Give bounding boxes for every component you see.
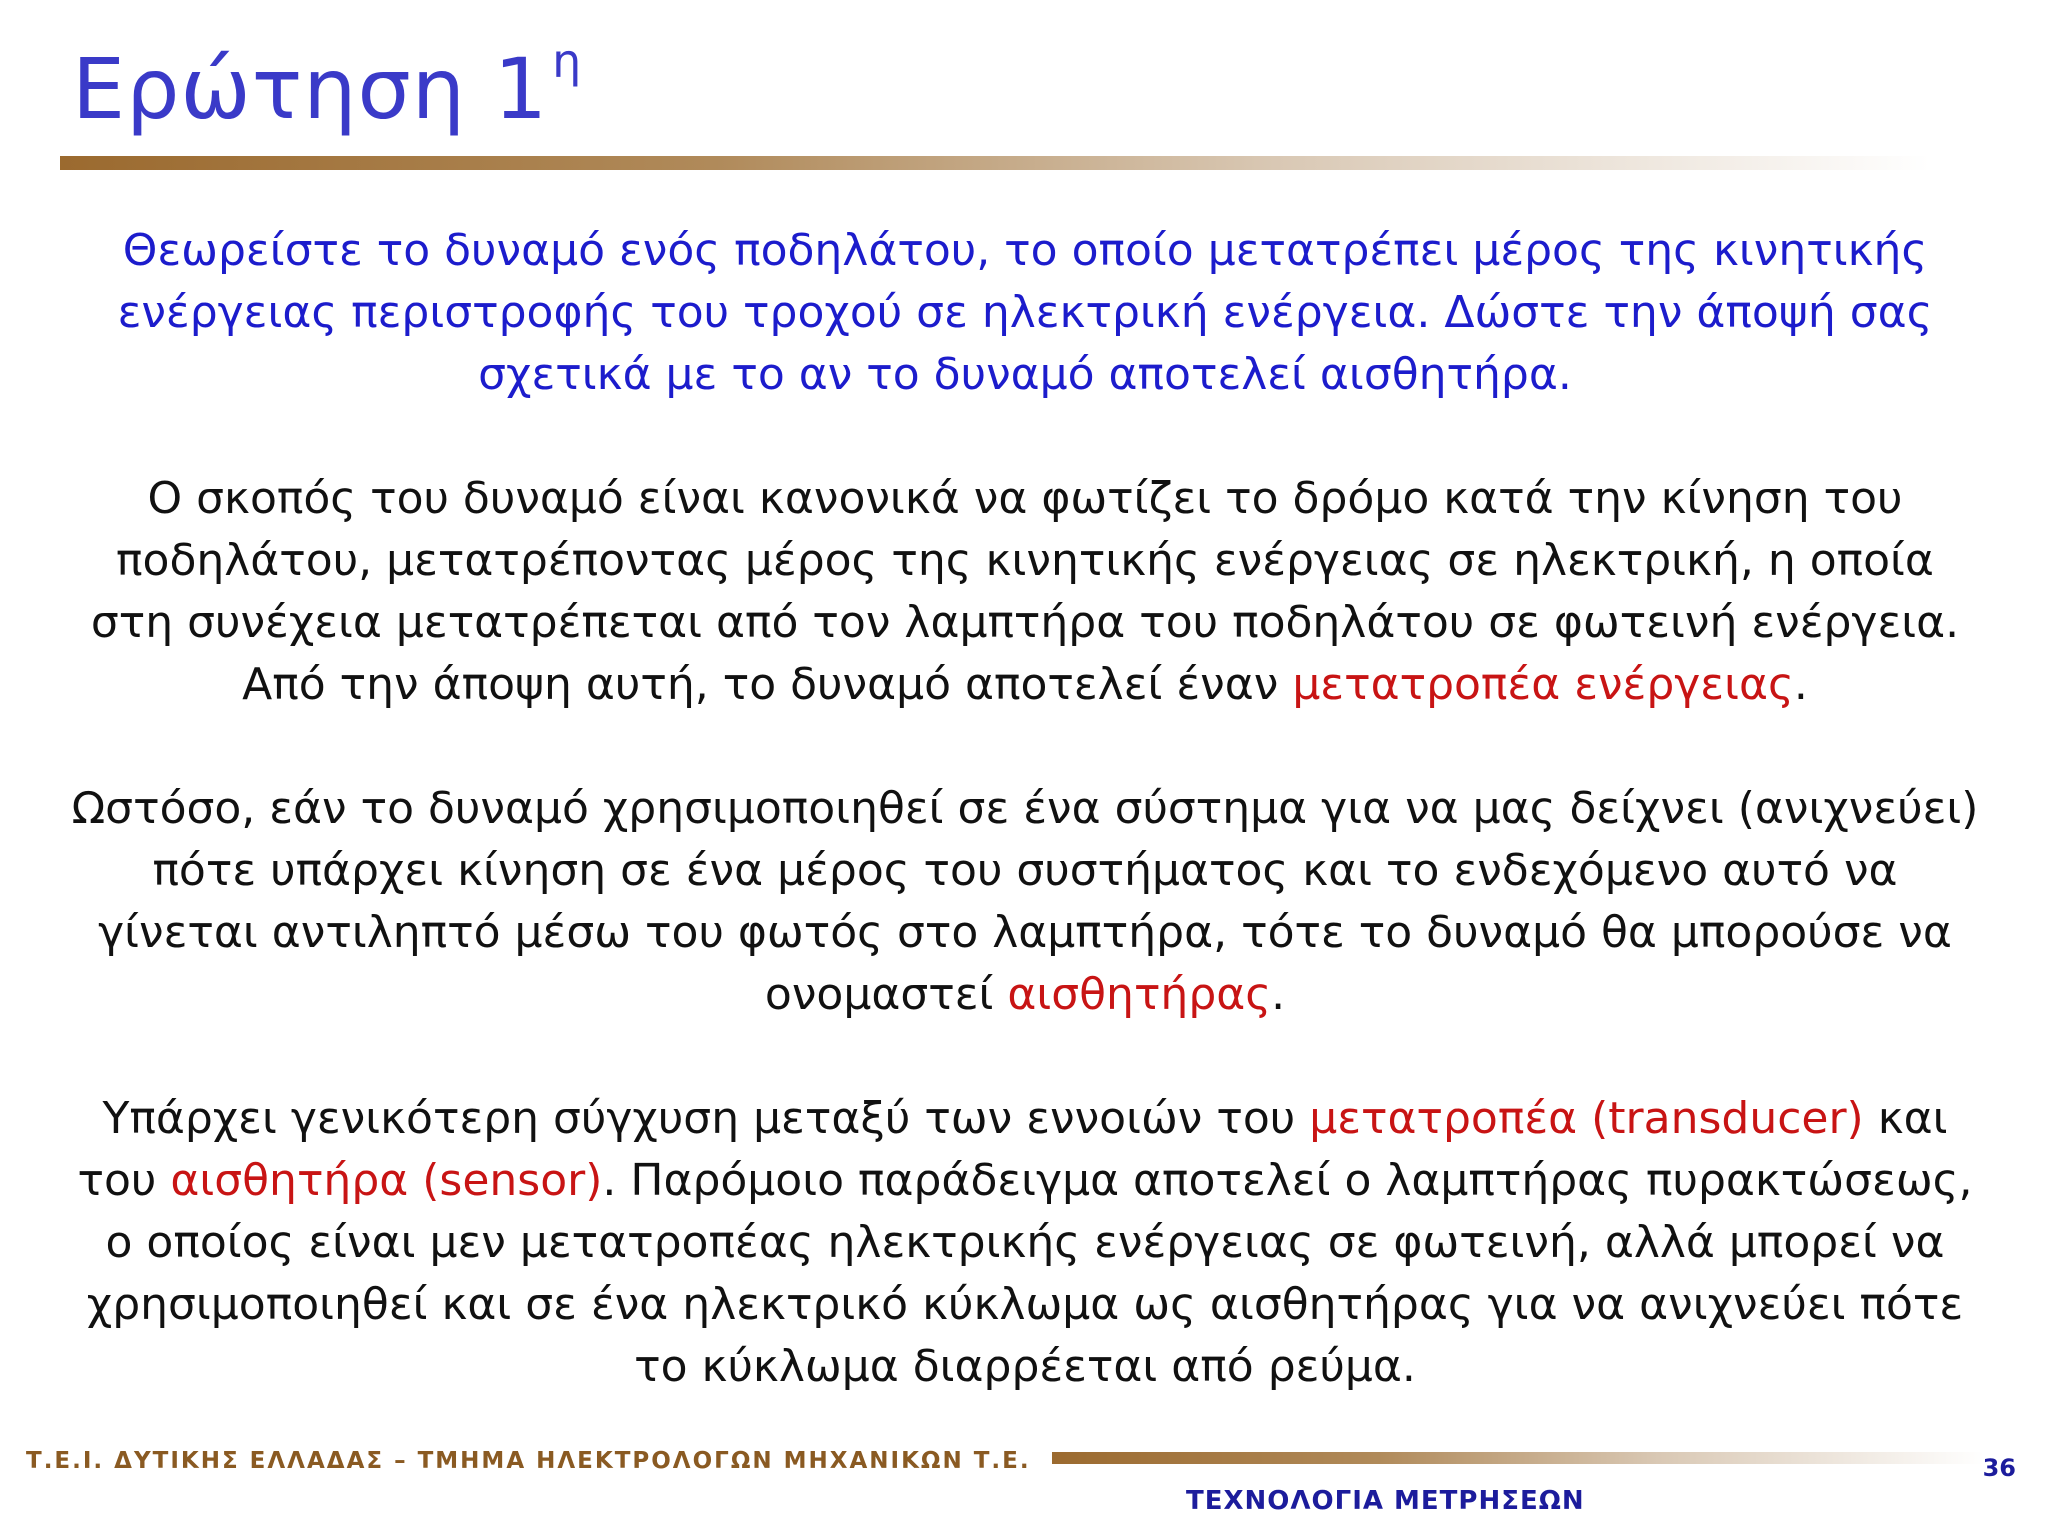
answer-paragraph-1 xyxy=(70,468,1980,716)
footer-course: ΤΕΧΝΟΛΟΓΙΑ ΜΕΤΡΗΣΕΩΝ xyxy=(1186,1486,1585,1516)
slide-title-text: Ερώτηση 1 xyxy=(72,40,549,138)
answer-1-text: Ο σκοπός του δυναμό είναι κανονικά να φωτίζει το δρόμο κατά την κίνηση του ποδηλάτου, μετατρέποντας μέρος της κινητικής ενέργειας σε ηλεκτρική, η οποία στη συνέχεια μετατρέπεται από τον λαμπτήρα του ποδηλάτου σε φωτεινή ενέργεια. Από την άποψη αυτή, το δυναμό αποτελεί έναν xyxy=(90,473,1960,710)
title-divider xyxy=(60,156,1930,170)
answer-3-text-b: και του xyxy=(77,1093,1948,1206)
footer-divider xyxy=(1052,1452,1984,1464)
slide-content xyxy=(70,220,1980,1460)
question-paragraph: Θεωρείστε το δυναμό ενός ποδηλάτου, το οποίο μετατρέπει μέρος της κινητικής ενέργειας περιστροφής του τροχού σε ηλεκτρική ενέργεια. Δώστε την άποψή σας σχετικά με το αν το δυναμό αποτελεί αισθητήρα. xyxy=(117,225,1933,400)
answer-2-highlight: αισθητήρας xyxy=(1007,969,1272,1020)
answer-3-highlight-b: αισθητήρα (sensor) xyxy=(170,1155,603,1206)
answer-3-highlight-a: μετατροπέα (transducer) xyxy=(1309,1093,1864,1144)
footer-institution: Τ.Ε.Ι. ΔΥΤΙΚΗΣ ΕΛΛΑΔΑΣ – ΤΜΗΜΑ ΗΛΕΚΤΡΟΛΟΓΩΝ ΜΗΧΑΝΙΚΩΝ Τ.Ε. xyxy=(26,1448,1031,1474)
answer-2-end: . xyxy=(1271,969,1286,1020)
slide-title xyxy=(72,34,583,138)
answer-2-text: Ωστόσο, εάν το δυναμό χρησιμοποιηθεί σε ένα σύστημα για να μας δείχνει (ανιχνεύει) πότε υπάρχει κίνηση σε ένα μέρος του συστήματος και το ενδεχόμενο αυτό να γίνεται αντιληπτό μέσω του φωτός στο λαμπτήρα, τότε το δυναμό θα μπορούσε να ονομαστεί xyxy=(71,783,1979,1020)
slide-title-superscript: η xyxy=(552,34,583,88)
answer-3-text-a: Υπάρχει γενικότερη σύγχυση μεταξύ των εννοιών του xyxy=(102,1093,1310,1144)
answer-1-highlight: μετατροπέα ενέργειας xyxy=(1292,659,1794,710)
answer-1-end: . xyxy=(1793,659,1808,710)
answer-paragraph-2 xyxy=(70,778,1980,1026)
page-number: 36 xyxy=(1982,1454,2016,1482)
answer-paragraph-3 xyxy=(70,1088,1980,1398)
answer-3-text-c: . Παρόμοιο παράδειγμα αποτελεί ο λαμπτήρας πυρακτώσεως, ο οποίος είναι μεν μετατροπέας ηλεκτρικής ενέργειας σε φωτεινή, αλλά μπορεί να χρησιμοποιηθεί και σε ένα ηλεκτρικό κύκλωμα ως αισθητήρας για να ανιχνεύει πότε το κύκλωμα διαρρέεται από ρεύμα. xyxy=(86,1155,1973,1392)
